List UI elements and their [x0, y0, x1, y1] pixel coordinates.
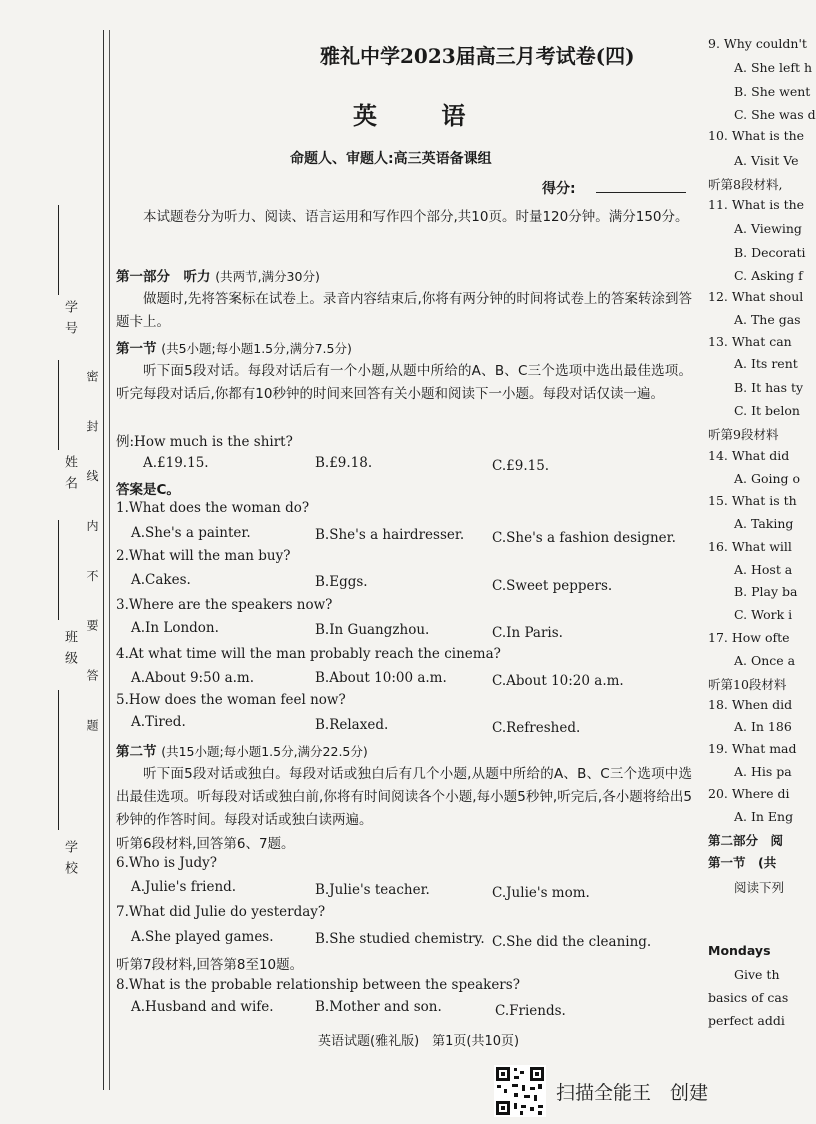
right-column-line: 19. What mad: [708, 741, 797, 756]
right-column-line: B. Play ba: [734, 584, 798, 599]
material-6-note: 听第6段材料,回答第6、7题。: [116, 836, 295, 852]
example-option-a: A.£19.15.: [143, 455, 209, 471]
question-4: 4.At what time will the man probably reach the cinema?: [116, 646, 501, 662]
school-field[interactable]: [58, 690, 59, 830]
right-column-line: basics of cas: [708, 990, 789, 1005]
right-column-line: 15. What is th: [708, 493, 797, 508]
q1-option-b: B.She's a hairdresser.: [315, 527, 465, 543]
right-column-line: 16. What will: [708, 539, 792, 554]
name-field[interactable]: [58, 360, 59, 450]
q4-option-a: A.About 9:50 a.m.: [131, 670, 255, 686]
question-1: 1.What does the woman do?: [116, 500, 310, 516]
exam-title: 雅礼中学2023届高三月考试卷(四): [320, 44, 635, 68]
right-column-line: Give th: [734, 967, 780, 982]
q8-option-b: B.Mother and son.: [315, 999, 442, 1015]
student-id-label: 学 号: [62, 300, 77, 337]
right-column-line: A. Going o: [734, 471, 801, 486]
right-column-line: 13. What can: [708, 334, 792, 349]
class-label: 班 级: [62, 630, 77, 667]
binding-line: [103, 30, 104, 1090]
question-7: 7.What did Julie do yesterday?: [116, 904, 326, 920]
right-column-line: A. In Eng: [734, 809, 794, 824]
right-column-line: A. Once a: [734, 653, 796, 668]
example-question: 例:How much is the shirt?: [116, 434, 293, 450]
q3-option-b: B.In Guangzhou.: [315, 622, 430, 638]
part1-instructions: 做题时,先将答案标在试卷上。录音内容结束后,你将有两分钟的时间将试卷上的答案转涂到答题卡上。: [116, 291, 692, 330]
section1-heading: [116, 337, 352, 357]
score-field[interactable]: [596, 192, 686, 193]
q8-option-c: C.Friends.: [495, 1003, 566, 1019]
q3-option-a: A.In London.: [131, 620, 219, 636]
subject-title: 英 语: [353, 101, 494, 130]
score-label: 得分:: [542, 181, 576, 197]
example-option-c: C.£9.15.: [492, 458, 550, 474]
right-column-line: A. His pa: [734, 764, 792, 779]
right-column-line: 阅读下列: [734, 880, 785, 895]
right-column-line: 18. When did: [708, 697, 793, 712]
authors-line: 命题人、审题人:高三英语备课组: [290, 151, 492, 167]
right-column-line: C. She was d: [734, 107, 816, 122]
class-field[interactable]: [58, 520, 59, 620]
right-column-line: B. She went: [734, 84, 811, 99]
right-column-line: C. Asking f: [734, 268, 803, 283]
right-column-line: A. Its rent: [734, 356, 798, 371]
part1-title: 第一部分 听力: [116, 269, 211, 285]
right-column-line: 12. What shoul: [708, 289, 804, 304]
example-option-b: B.£9.18.: [315, 455, 373, 471]
qr-code-icon: [494, 1065, 546, 1117]
right-column-line: A. Visit Ve: [734, 153, 799, 168]
right-column-line: 14. What did: [708, 448, 790, 463]
scanner-watermark: 扫描全能王 创建: [556, 1082, 709, 1104]
right-column-line: A. Viewing: [734, 221, 802, 236]
right-column-line: 20. Where di: [708, 786, 790, 801]
page-footer: 英语试题(雅礼版) 第1页(共10页): [318, 1034, 520, 1049]
right-column-line: 第二部分 阅: [708, 833, 784, 848]
right-column-line: 听第8段材料,: [708, 177, 783, 192]
right-column-line: Mondays: [708, 943, 771, 958]
part1-heading: [116, 265, 320, 285]
question-2: 2.What will the man buy?: [116, 548, 291, 564]
right-column-line: 11. What is the: [708, 197, 805, 212]
section1-instructions: 听下面5段对话。每段对话后有一个小题,从题中所给的A、B、C三个选项中选出最佳选项。听完每段对话后,你都有10秒钟的时间来回答有关小题和阅读下一小题。每段对话仅读一遍。: [116, 363, 692, 402]
student-id-field[interactable]: [58, 205, 59, 295]
right-column-line: 第一节 (共: [708, 855, 777, 870]
q5-option-a: A.Tired.: [131, 714, 186, 730]
example-answer: 答案是C。: [116, 482, 180, 498]
seal-notice: 密 封 线 内 不 要 答 题: [85, 370, 99, 748]
section1-title: 第一节: [116, 341, 157, 357]
q1-option-c: C.She's a fashion designer.: [492, 530, 676, 546]
q7-option-b: B.She studied chemistry.: [315, 931, 485, 947]
right-column-line: A. The gas: [734, 312, 801, 327]
q2-option-c: C.Sweet peppers.: [492, 578, 613, 594]
right-column-line: 17. How ofte: [708, 630, 790, 645]
right-column-line: A. Taking: [734, 516, 794, 531]
right-column-line: 听第9段材料: [708, 427, 779, 442]
right-column-line: C. Work i: [734, 607, 793, 622]
right-column-line: B. It has ty: [734, 380, 804, 395]
q6-option-b: B.Julie's teacher.: [315, 882, 430, 898]
q6-option-c: C.Julie's mom.: [492, 885, 590, 901]
binding-line-inner: [109, 30, 110, 1090]
q4-option-c: C.About 10:20 a.m.: [492, 673, 624, 689]
question-6: 6.Who is Judy?: [116, 855, 218, 871]
right-column-line: 9. Why couldn't: [708, 36, 807, 51]
section2-instructions: 听下面5段对话或独白。每段对话或独白后有几个小题,从题中所给的A、B、C三个选项中选出最佳选项。听每段对话或独白前,你将有时间阅读各个小题,每小题5秒钟,听完后,各小题将给出5秒钟的作答时间。每段对话或独白读两遍。: [116, 766, 692, 828]
q4-option-b: B.About 10:00 a.m.: [315, 670, 447, 686]
q5-option-c: C.Refreshed.: [492, 720, 581, 736]
material-7-note: 听第7段材料,回答第8至10题。: [116, 957, 304, 973]
question-5: 5.How does the woman feel now?: [116, 692, 346, 708]
q3-option-c: C.In Paris.: [492, 625, 563, 641]
section1-note: (共5小题;每小题1.5分,满分7.5分): [161, 341, 352, 356]
right-column-line: B. Decorati: [734, 245, 806, 260]
question-8: 8.What is the probable relationship between the speakers?: [116, 977, 520, 993]
right-column-line: A. Host a: [734, 562, 793, 577]
q6-option-a: A.Julie's friend.: [131, 879, 237, 895]
q7-option-a: A.She played games.: [131, 929, 274, 945]
right-column-line: perfect addi: [708, 1013, 785, 1028]
right-column-line: 10. What is the: [708, 128, 805, 143]
name-label: 姓 名: [62, 455, 77, 492]
right-column-line: 听第10段材料: [708, 677, 787, 692]
q5-option-b: B.Relaxed.: [315, 717, 389, 733]
section2-heading: [116, 740, 368, 760]
q2-option-a: A.Cakes.: [131, 572, 191, 588]
part1-note: (共两节,满分30分): [215, 269, 320, 284]
question-3: 3.Where are the speakers now?: [116, 597, 333, 613]
q2-option-b: B.Eggs.: [315, 574, 368, 590]
right-column-line: A. She left h: [734, 60, 813, 75]
right-column-line: C. It belon: [734, 403, 800, 418]
q8-option-a: A.Husband and wife.: [131, 999, 274, 1015]
section2-title: 第二节: [116, 744, 157, 760]
q7-option-c: C.She did the cleaning.: [492, 934, 652, 950]
intro-text: 本试题卷分为听力、阅读、语言运用和写作四个部分,共10页。时量120分钟。满分150分。: [143, 209, 689, 225]
q1-option-a: A.She's a painter.: [131, 525, 251, 541]
section2-note: (共15小题;每小题1.5分,满分22.5分): [161, 744, 368, 759]
school-label: 学 校: [62, 840, 77, 877]
right-column-line: A. In 186: [734, 719, 792, 734]
